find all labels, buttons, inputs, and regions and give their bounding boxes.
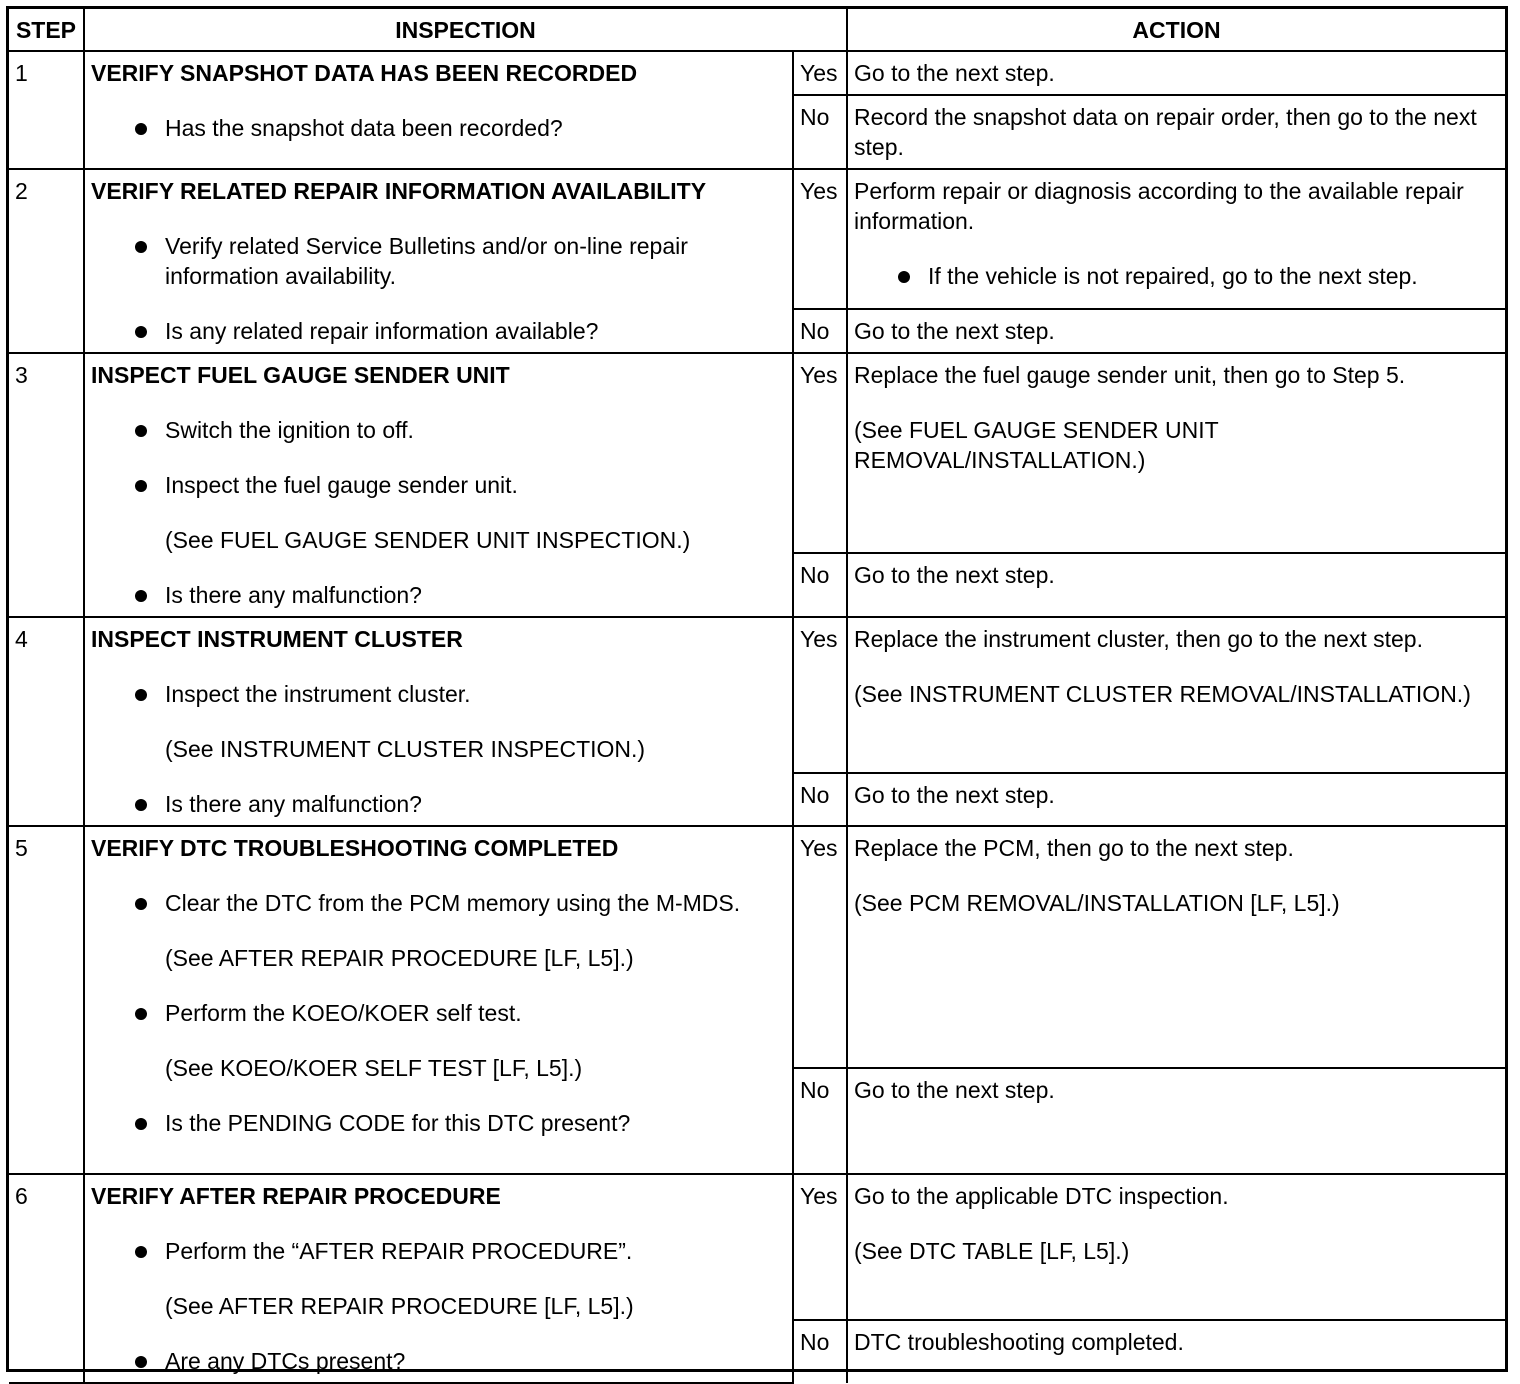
inspection-cell (84, 617, 793, 826)
inspection-title: VERIFY DTC TROUBLESHOOTING COMPLETED (91, 835, 619, 861)
no-label: No (793, 1068, 847, 1174)
troubleshooting-table (9, 9, 1505, 1384)
no-action-cell (847, 553, 1505, 618)
inspection-bullet: Clear the DTC from the PCM memory using the M-MDS. (91, 888, 786, 918)
yes-action-text: Replace the fuel gauge sender unit, then go to Step 5. (854, 362, 1406, 388)
inspection-reference: (See AFTER REPAIR PROCEDURE [LF, L5].) (165, 945, 634, 971)
no-action-text: Go to the next step. (854, 561, 1055, 588)
no-label: No (793, 773, 847, 826)
no-label: No (793, 1320, 847, 1383)
inspection-cell (84, 826, 793, 1174)
step-number: 2 (9, 169, 84, 353)
inspection-reference: (See FUEL GAUGE SENDER UNIT INSPECTION.) (165, 527, 691, 553)
yes-label: Yes (793, 1174, 847, 1320)
table-body (9, 51, 1505, 1383)
yes-action-text: (See INSTRUMENT CLUSTER REMOVAL/INSTALLATION.) (854, 681, 1471, 707)
yes-action-text: (See DTC TABLE [LF, L5].) (854, 1238, 1130, 1264)
yes-action-text: Perform repair or diagnosis according to the available repair information. (854, 178, 1464, 234)
yes-label: Yes (793, 617, 847, 773)
table-row (9, 826, 1505, 1068)
table-row (9, 169, 1505, 309)
no-label: No (793, 309, 847, 353)
header-step: STEP (9, 9, 84, 51)
step-number: 4 (9, 617, 84, 826)
yes-action-cell (847, 826, 1505, 1068)
step-number: 6 (9, 1174, 84, 1383)
yes-action-cell (847, 353, 1505, 553)
inspection-bullet: Are any DTCs present? (91, 1346, 786, 1376)
inspection-cell (84, 1174, 793, 1383)
step-number: 3 (9, 353, 84, 617)
no-action-text: Record the snapshot data on repair order, then go to the next step. (854, 104, 1477, 160)
inspection-title: VERIFY AFTER REPAIR PROCEDURE (91, 1183, 501, 1209)
inspection-bullet: Verify related Service Bulletins and/or on-line repair information availability. (91, 231, 786, 291)
inspection-bullet: Is the PENDING CODE for this DTC present? (91, 1108, 786, 1138)
yes-action-text: Go to the applicable DTC inspection. (854, 1183, 1229, 1209)
yes-action-cell (847, 51, 1505, 95)
step-number: 1 (9, 51, 84, 169)
yes-action-text: If the vehicle is not repaired, go to the next step. (854, 261, 1499, 291)
no-action-text: Go to the next step. (854, 1077, 1055, 1103)
inspection-reference: (See KOEO/KOER SELF TEST [LF, L5].) (165, 1055, 583, 1081)
yes-action-text: Go to the next step. (854, 60, 1055, 86)
table-row (9, 1174, 1505, 1320)
inspection-bullet: Switch the ignition to off. (91, 415, 786, 445)
inspection-bullet: Inspect the fuel gauge sender unit. (91, 470, 786, 500)
header-inspection: INSPECTION (84, 9, 847, 51)
inspection-bullet: Has the snapshot data been recorded? (91, 113, 786, 143)
inspection-bullet: Is any related repair information available? (91, 316, 786, 346)
yes-action-cell (847, 617, 1505, 773)
step-number: 5 (9, 826, 84, 1174)
yes-action-text: Replace the PCM, then go to the next step. (854, 835, 1294, 861)
no-action-text: Go to the next step. (854, 317, 1055, 344)
yes-action-text: Replace the instrument cluster, then go to the next step. (854, 626, 1423, 652)
no-action-text: Go to the next step. (854, 782, 1055, 809)
yes-label: Yes (793, 826, 847, 1068)
header-action: ACTION (847, 9, 1505, 51)
inspection-cell (84, 51, 793, 169)
inspection-reference: (See AFTER REPAIR PROCEDURE [LF, L5].) (165, 1293, 634, 1319)
inspection-bullet: Is there any malfunction? (91, 789, 786, 819)
header-row (9, 9, 1505, 51)
yes-action-cell (847, 169, 1505, 309)
no-label: No (793, 553, 847, 618)
no-action-text: DTC troubleshooting completed. (854, 1329, 1184, 1356)
yes-label: Yes (793, 169, 847, 309)
yes-label: Yes (793, 51, 847, 95)
table-row (9, 617, 1505, 773)
no-action-cell (847, 95, 1505, 169)
troubleshooting-sheet (6, 6, 1508, 1372)
inspection-title: VERIFY SNAPSHOT DATA HAS BEEN RECORDED (91, 60, 638, 86)
yes-action-text: (See PCM REMOVAL/INSTALLATION [LF, L5].) (854, 890, 1340, 916)
yes-label: Yes (793, 353, 847, 553)
no-action-cell (847, 773, 1505, 826)
yes-action-text: (See FUEL GAUGE SENDER UNIT REMOVAL/INSTALLATION.) (854, 417, 1219, 473)
inspection-title: VERIFY RELATED REPAIR INFORMATION AVAILABILITY (91, 178, 707, 204)
inspection-bullet: Inspect the instrument cluster. (91, 679, 786, 709)
inspection-bullet: Perform the KOEO/KOER self test. (91, 998, 786, 1028)
inspection-title: INSPECT INSTRUMENT CLUSTER (91, 626, 463, 652)
no-action-cell (847, 309, 1505, 353)
table-row (9, 51, 1505, 95)
inspection-cell (84, 353, 793, 617)
inspection-reference: (See INSTRUMENT CLUSTER INSPECTION.) (165, 736, 646, 762)
no-label: No (793, 95, 847, 169)
table-row (9, 353, 1505, 553)
inspection-cell (84, 169, 793, 353)
inspection-bullet: Is there any malfunction? (91, 580, 786, 610)
yes-action-cell (847, 1174, 1505, 1320)
inspection-bullet: Perform the “AFTER REPAIR PROCEDURE”. (91, 1236, 786, 1266)
no-action-cell (847, 1320, 1505, 1383)
no-action-cell (847, 1068, 1505, 1174)
inspection-title: INSPECT FUEL GAUGE SENDER UNIT (91, 362, 510, 388)
